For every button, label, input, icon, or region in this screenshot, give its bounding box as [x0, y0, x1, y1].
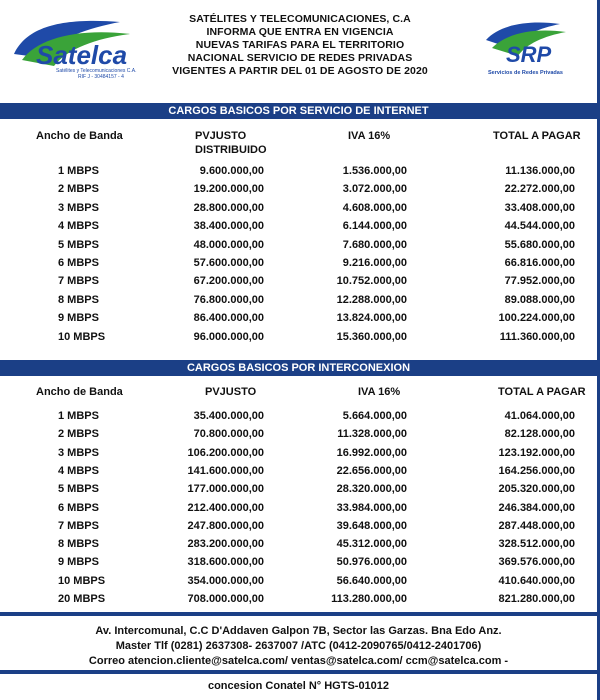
internet-table-row	[0, 294, 597, 308]
interconexion-cell-total: 164.256.000,00	[498, 464, 575, 477]
internet-cell-iva: 4.608.000,00	[342, 201, 407, 214]
internet-table-row	[0, 202, 597, 216]
internet-cell-bandwidth: 9 MBPS	[58, 312, 99, 325]
internet-cell-total: 66.816.000,00	[504, 257, 575, 269]
internet-section-title: CARGOS BASICOS POR SERVICIO DE INTERNET	[0, 103, 597, 119]
internet-col-pvjusto: PVJUSTO	[195, 130, 247, 142]
concesion-text: concesion Conatel N° HGTS-01012	[207, 680, 390, 692]
internet-cell-iva: 7.680.000,00	[342, 238, 407, 251]
interconexion-cell-bandwidth: 3 MBPS	[58, 446, 99, 459]
internet-cell-iva: 3.072.000,00	[342, 183, 407, 196]
interconexion-cell-price: 318.600.000,00	[187, 556, 264, 569]
interconexion-cell-price: 708.000.000,00	[187, 593, 264, 605]
header-line-3: NUEVAS TARIFAS PARA EL TERRITORIO	[195, 39, 405, 51]
interconexion-section-title: CARGOS BASICOS POR INTERCONEXION	[0, 360, 597, 376]
interconexion-cell-total: 410.640.000,00	[498, 574, 575, 587]
interconexion-cell-bandwidth: 10 MBPS	[58, 574, 106, 587]
internet-cell-iva: 15.360.000,00	[336, 330, 407, 343]
internet-cell-bandwidth: 3 MBPS	[58, 201, 99, 214]
interconexion-table-row	[0, 428, 597, 442]
internet-cell-price: 96.000.000,00	[193, 330, 264, 343]
interconexion-cell-price: 247.800.000,00	[187, 519, 264, 532]
internet-col-bandwidth: Ancho de Banda	[36, 130, 123, 142]
interconexion-cell-total: 205.320.000,00	[498, 483, 575, 496]
footer-divider-bottom	[0, 670, 597, 674]
srp-logo-name: SRP	[506, 42, 552, 67]
internet-cell-total: 33.408.000,00	[504, 201, 575, 214]
internet-table-row	[0, 257, 597, 271]
internet-cell-bandwidth: 10 MBPS	[58, 330, 106, 343]
interconexion-col-iva: IVA 16%	[358, 386, 401, 398]
srp-logo	[480, 18, 590, 80]
internet-cell-total: 100.224.000,00	[498, 312, 575, 325]
internet-table-row	[0, 239, 597, 253]
internet-cell-iva: 6.144.000,00	[342, 220, 407, 233]
interconexion-cell-iva: 113.280.000,00	[331, 593, 407, 605]
internet-cell-total: 11.136.000,00	[505, 165, 575, 177]
footer-emails: Correo atencion.cliente@satelca.com/ ventas@satelca.com/ ccm@satelca.com -	[88, 655, 509, 667]
header-line-4: NACIONAL SERVICIO DE REDES PRIVADAS	[187, 52, 413, 64]
interconexion-table-row	[0, 502, 597, 516]
internet-col-total: TOTAL A PAGAR	[493, 130, 581, 142]
internet-table-row	[0, 331, 597, 345]
interconexion-cell-bandwidth: 5 MBPS	[58, 483, 99, 496]
internet-cell-total: 55.680.000,00	[504, 238, 575, 251]
internet-cell-total: 22.272.000,00	[504, 183, 575, 196]
internet-cell-bandwidth: 8 MBPS	[58, 293, 99, 306]
interconexion-cell-iva: 16.992.000,00	[336, 446, 407, 459]
interconexion-cell-total: 369.576.000,00	[498, 556, 575, 569]
interconexion-cell-price: 35.400.000,00	[193, 410, 264, 422]
internet-col-distribuido: DISTRIBUIDO	[195, 144, 267, 156]
interconexion-cell-bandwidth: 7 MBPS	[58, 519, 99, 532]
internet-cell-total: 44.544.000,00	[504, 220, 575, 233]
interconexion-table-row	[0, 575, 597, 589]
internet-cell-total: 89.088.000,00	[504, 293, 575, 306]
satelca-logo-rif: RIF J - 30484157 - 4	[78, 74, 124, 80]
interconexion-cell-iva: 22.656.000,00	[336, 464, 407, 477]
internet-cell-price: 57.600.000,00	[193, 257, 264, 269]
interconexion-cell-iva: 11.328.000,00	[337, 428, 407, 441]
internet-cell-iva: 10.752.000,00	[336, 275, 407, 288]
interconexion-cell-total: 123.192.000,00	[498, 446, 575, 459]
internet-cell-iva: 13.824.000,00	[336, 312, 407, 325]
interconexion-cell-price: 106.200.000,00	[187, 446, 264, 459]
interconexion-cell-bandwidth: 6 MBPS	[58, 501, 99, 514]
footer-phones: Master Tlf (0281) 2637308- 2637007 /ATC (0412-2090765/0412-2401706)	[115, 640, 482, 652]
internet-cell-bandwidth: 7 MBPS	[58, 275, 99, 288]
interconexion-cell-bandwidth: 9 MBPS	[58, 556, 99, 569]
internet-cell-bandwidth: 6 MBPS	[58, 257, 99, 269]
interconexion-table-row	[0, 556, 597, 570]
interconexion-col-total: TOTAL A PAGAR	[498, 386, 586, 398]
internet-cell-price: 19.200.000,00	[193, 183, 264, 196]
interconexion-cell-total: 328.512.000,00	[498, 538, 575, 551]
header-line-2: INFORMA QUE ENTRA EN VIGENCIA	[206, 26, 394, 38]
interconexion-cell-iva: 45.312.000,00	[336, 538, 407, 551]
interconexion-cell-iva: 39.648.000,00	[336, 519, 407, 532]
interconexion-cell-bandwidth: 20 MBPS	[58, 593, 106, 605]
interconexion-cell-iva: 5.664.000,00	[342, 410, 407, 422]
satelca-logo-sub: Satélites y Telecomunicaciones C.A.	[56, 68, 137, 74]
internet-cell-bandwidth: 4 MBPS	[58, 220, 99, 233]
internet-cell-price: 9.600.000,00	[199, 165, 264, 177]
interconexion-table-row	[0, 410, 597, 424]
satelca-logo	[8, 14, 148, 82]
interconexion-cell-price: 283.200.000,00	[187, 538, 264, 551]
header	[0, 0, 597, 100]
interconexion-table-row	[0, 447, 597, 461]
internet-cell-bandwidth: 5 MBPS	[58, 238, 99, 251]
internet-table-row	[0, 165, 597, 179]
interconexion-cell-total: 41.064.000,00	[504, 410, 575, 422]
interconexion-cell-iva: 28.320.000,00	[336, 483, 407, 496]
internet-table-row	[0, 275, 597, 289]
interconexion-cell-iva: 33.984.000,00	[336, 501, 407, 514]
interconexion-cell-total: 246.384.000,00	[498, 501, 575, 514]
interconexion-table-row	[0, 538, 597, 552]
internet-cell-iva: 9.216.000,00	[342, 257, 407, 269]
interconexion-cell-total: 82.128.000,00	[504, 428, 575, 441]
footer-divider-top	[0, 612, 597, 616]
header-line-5: VIGENTES A PARTIR DEL 01 DE AGOSTO DE 2020	[172, 65, 428, 77]
internet-cell-bandwidth: 2 MBPS	[58, 183, 99, 196]
interconexion-cell-iva: 56.640.000,00	[336, 574, 407, 587]
interconexion-table-row	[0, 520, 597, 534]
interconexion-cell-price: 141.600.000,00	[187, 464, 264, 477]
interconexion-cell-total: 821.280.000,00	[498, 593, 575, 605]
srp-logo-sub: Servicios de Redes Privadas	[488, 70, 563, 76]
interconexion-cell-bandwidth: 8 MBPS	[58, 538, 99, 551]
satelca-logo-name: Satelca	[36, 40, 128, 70]
internet-col-iva: IVA 16%	[348, 130, 391, 142]
internet-cell-price: 67.200.000,00	[193, 275, 264, 288]
interconexion-table-row	[0, 593, 597, 607]
header-line-1: SATÉLITES Y TELECOMUNICACIONES, C.A	[189, 13, 411, 25]
interconexion-cell-bandwidth: 1 MBPS	[58, 410, 99, 422]
internet-cell-price: 48.000.000,00	[193, 238, 264, 251]
internet-cell-total: 111.360.000,00	[499, 330, 575, 343]
internet-table-row	[0, 183, 597, 197]
interconexion-cell-bandwidth: 4 MBPS	[58, 464, 99, 477]
interconexion-table-row	[0, 465, 597, 479]
interconexion-cell-price: 177.000.000,00	[187, 483, 264, 496]
internet-cell-price: 76.800.000,00	[193, 293, 264, 306]
interconexion-col-pvjusto: PVJUSTO	[205, 386, 257, 398]
interconexion-cell-price: 212.400.000,00	[187, 501, 264, 514]
internet-cell-total: 77.952.000,00	[504, 275, 575, 288]
footer-address: Av. Intercomunal, C.C D'Addaven Galpon 7B, Sector las Garzas. Bna Edo Anz.	[95, 625, 502, 637]
internet-table-row	[0, 312, 597, 326]
internet-cell-price: 38.400.000,00	[193, 220, 264, 233]
interconexion-cell-price: 70.800.000,00	[193, 428, 264, 441]
internet-cell-bandwidth: 1 MBPS	[58, 165, 99, 177]
interconexion-col-bandwidth: Ancho de Banda	[36, 386, 123, 398]
interconexion-cell-bandwidth: 2 MBPS	[58, 428, 99, 441]
interconexion-cell-price: 354.000.000,00	[187, 574, 264, 587]
interconexion-table-row	[0, 483, 597, 497]
internet-cell-price: 86.400.000,00	[193, 312, 264, 325]
internet-table-row	[0, 220, 597, 234]
internet-cell-price: 28.800.000,00	[193, 201, 264, 214]
internet-cell-iva: 1.536.000,00	[342, 165, 407, 177]
interconexion-cell-total: 287.448.000,00	[498, 519, 575, 532]
interconexion-cell-iva: 50.976.000,00	[336, 556, 407, 569]
internet-cell-iva: 12.288.000,00	[336, 293, 407, 306]
